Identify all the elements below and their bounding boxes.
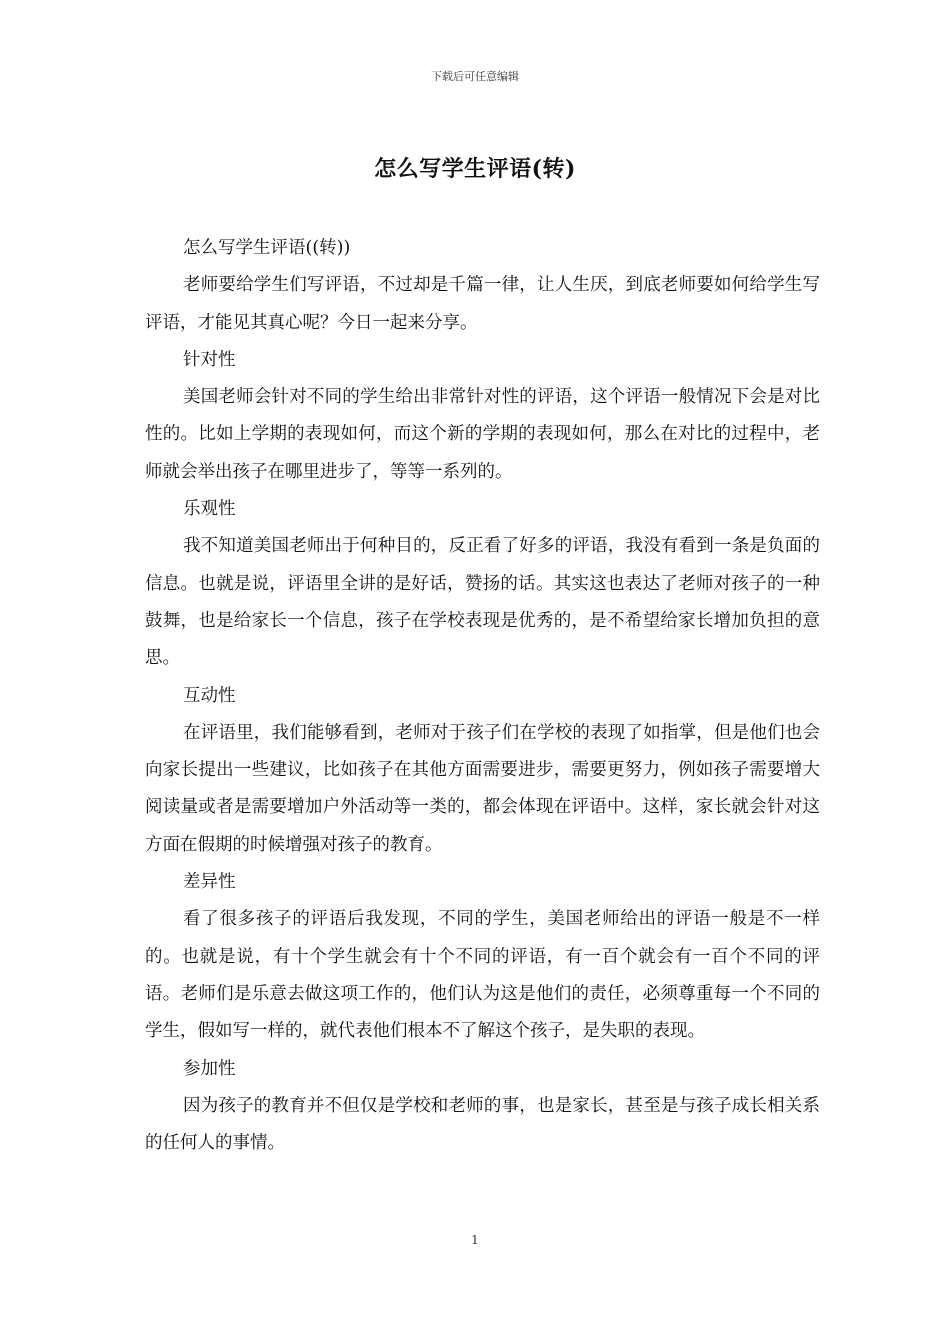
paragraph-optimism: 我不知道美国老师出于何种目的，反正看了好多的评语，我没有看到一条是负面的信息。也就是说，评语里全讲的是好话，赞扬的话。其实这也表达了老师对孩子的一种鼓舞，也是给家长一个信息，孩子在学校表现是优秀的，是不希望给家长增加负担的意思。 bbox=[145, 536, 820, 669]
section-heading-targeted: 针对性 bbox=[183, 349, 236, 370]
paragraph-participation: 因为孩子的教育并不但仅是学校和老师的事，也是家长，甚至是与孩子成长相关系的任何人的事情。 bbox=[145, 1095, 820, 1154]
section-heading-participation: 参加性 bbox=[183, 1058, 236, 1079]
section-heading-difference: 差异性 bbox=[183, 872, 236, 893]
paragraph-difference: 看了很多孩子的评语后我发现，不同的学生，美国老师给出的评语一般是不一样的。也就是说，有十个学生就会有十个不同的评语，有一百个就会有一百个不同的评语。老师们是乐意去做这项工作的，他们认为这是他们的责任，必须尊重每一个不同的学生，假如写一样的，就代表他们根本不了解这个孩子，是失职的表现。 bbox=[145, 909, 820, 1042]
document-title: 怎么写学生评语(转) bbox=[374, 156, 576, 182]
section-heading-optimism: 乐观性 bbox=[183, 499, 236, 520]
page-number: 1 bbox=[471, 1233, 479, 1247]
paragraph-targeted: 美国老师会针对不同的学生给出非常针对性的评语，这个评语一般情况下会是对比性的。比如上学期的表现如何，而这个新的学期的表现如何，那么在对比的过程中，老师就会举出孩子在哪里进步了，等等一系列的。 bbox=[145, 387, 820, 482]
document-body bbox=[145, 230, 820, 1162]
section-heading-interactive: 互动性 bbox=[183, 685, 236, 706]
header-note: 下载后可任意编辑 bbox=[431, 70, 519, 83]
paragraph-interactive: 在评语里，我们能够看到，老师对于孩子们在学校的表现了如指掌，但是他们也会向家长提出一些建议，比如孩子在其他方面需要进步，需要更努力，例如孩子需要增大阅读量或者是需要增加户外活动等一类的，都会体现在评语中。这样，家长就会针对这方面在假期的时候增强对孩子的教育。 bbox=[145, 722, 820, 855]
paragraph-subtitle: 怎么写学生评语((转)) bbox=[183, 238, 351, 258]
paragraph-intro: 老师要给学生们写评语，不过却是千篇一律，让人生厌，到底老师要如何给学生写评语，才能见其真心呢？今日一起来分享。 bbox=[145, 275, 820, 333]
